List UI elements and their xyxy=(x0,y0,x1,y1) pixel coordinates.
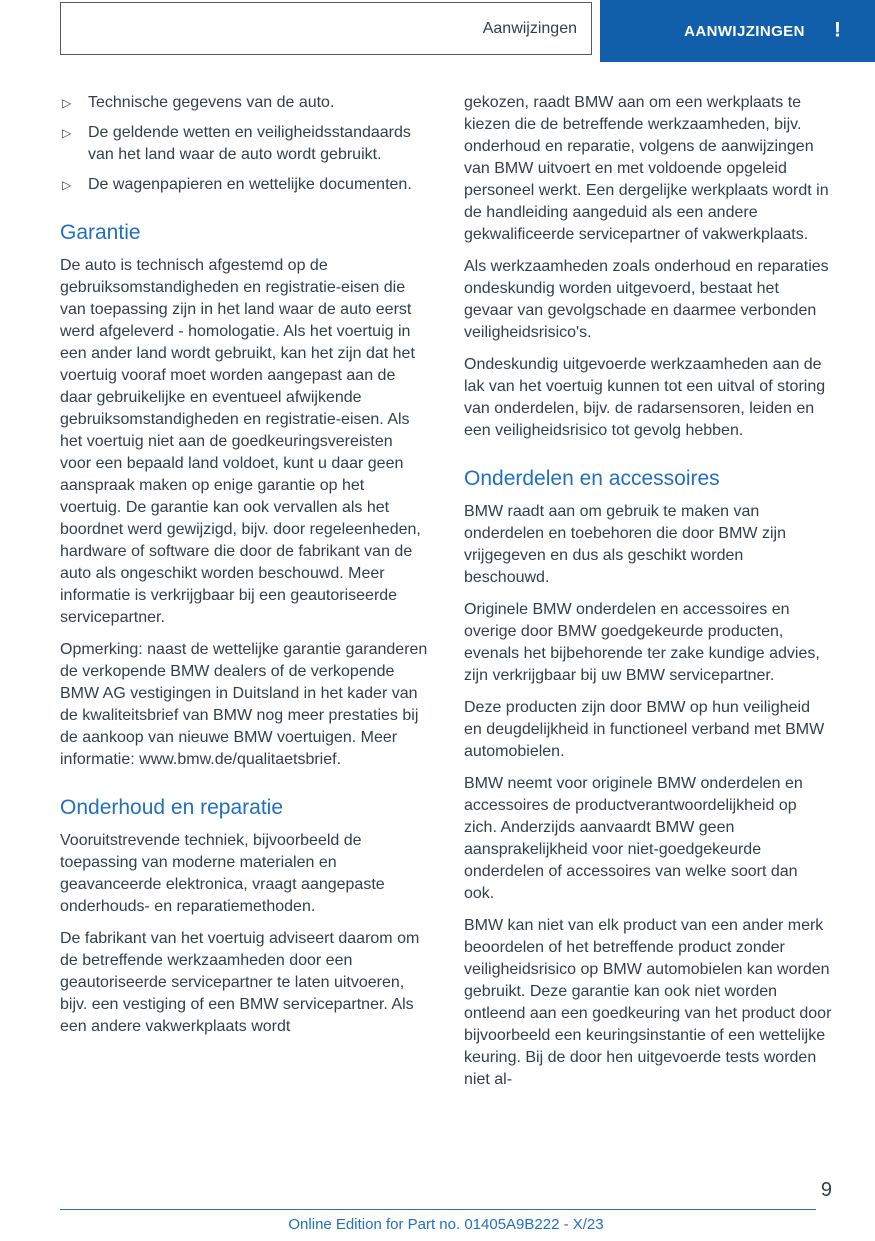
footer-rule xyxy=(60,1209,816,1210)
page-header xyxy=(0,0,875,62)
triangle-bullet-icon: ▷ xyxy=(62,126,72,140)
paragraph-onderhoud-1: Vooruitstrevende techniek, bijvoorbeeld de toepassing van moderne materialen en geavanceerde elektronica, vraagt aangepaste onderhouds- en reparatiemethoden. xyxy=(60,832,385,915)
bullet-text: De wagenpapieren en wettelijke documenten. xyxy=(88,176,412,193)
paragraph-onderhoud-4: Als werkzaamheden zoals onderhoud en reparaties ondeskundig worden uitgevoerd, bestaat het gevaar van gevolgschade en daarmee verbonden veiligheidsrisico's. xyxy=(464,258,829,341)
exclamation-icon: ! xyxy=(834,18,841,42)
bullet-text: De geldende wetten en veiligheidsstandaards van het land waar de auto wordt gebruikt. xyxy=(88,124,411,163)
paragraph-onderhoud-3: gekozen, raadt BMW aan om een werkplaats te kiezen die de betreffende werkzaamheden, bijv. onderhoud en reparatie, volgens de aanwijzingen van BMW uitvoert en met voldoende opgeleid personeel werkt. Een dergelijke werkplaats wordt in de handleiding aangeduid als een andere gekwalificeerde servicepartner of vakwerkplaats. xyxy=(464,94,829,243)
section-heading-onderhoud: Onderhoud en reparatie xyxy=(60,796,283,819)
header-context-label: Aanwijzingen xyxy=(482,19,577,37)
paragraph-onderdelen-5: BMW kan niet van elk product van een ander merk beoordelen of het betreffende product zonder veiligheidsrisico op BMW automobielen kan worden gebruikt. Deze garantie kan ook niet worden ontleend aan een goedkeuring van het product door bijvoorbeeld een keuringsinstantie of een wettelijke keuring. Bij de door hen uitgevoerde tests worden niet al- xyxy=(464,917,832,1088)
chapter-tab xyxy=(600,0,875,62)
header-context-box xyxy=(60,2,592,55)
chapter-tab-label: AANWIJZINGEN xyxy=(684,22,805,40)
triangle-bullet-icon: ▷ xyxy=(62,96,72,110)
footer-edition-text: Online Edition for Part no. 01405A9B222 - X/23 xyxy=(288,1216,604,1233)
paragraph-garantie-2: Opmerking: naast de wettelijke garantie garanderen de verkopende BMW dealers of de verkopende BMW AG vestigingen in Duitsland in het kader van de kwaliteitsbrief van BMW nog meer prestaties bij de aankoop van nieuwe BMW voertuigen. Meer informatie: www.bmw.de/qualitaetsbrief. xyxy=(60,641,428,768)
bullet-list xyxy=(60,92,428,196)
bullet-text: Technische gegevens van de auto. xyxy=(88,94,335,111)
section-heading-onderdelen: Onderdelen en accessoires xyxy=(464,467,720,490)
page-number: 9 xyxy=(820,1179,832,1201)
right-column xyxy=(464,92,832,1156)
bullet-item xyxy=(60,122,428,166)
section-heading-garantie: Garantie xyxy=(60,221,141,244)
triangle-bullet-icon: ▷ xyxy=(62,178,72,192)
paragraph-onderhoud-2: De fabrikant van het voertuig adviseert daarom om de betreffende werkzaamheden door een geautoriseerde servicepartner te laten uitvoeren, bijv. een vestiging of een BMW servicepartner. Als een andere vakwerkplaats wordt xyxy=(60,930,420,1035)
left-column xyxy=(60,92,428,1156)
bullet-item xyxy=(60,92,428,114)
page-content xyxy=(0,92,875,1156)
page-footer xyxy=(60,1179,832,1233)
paragraph-garantie-1: De auto is technisch afgestemd op de gebruiksomstandigheden en registratie-eisen die van toepassing zijn in het land waar de auto eerst werd afgeleverd - homologatie. Als het voertuig in een ander land wordt gebruikt, kan het zijn dat het voertuig vooraf moet worden aangepast aan de daar gebruikelijke en eventueel afwijkende gebruiksomstandigheden en registratie-eisen. Als het voertuig niet aan de goedkeuringsvereisten voor een bepaald land voldoet, kunt u daar geen aanspraak maken op enige garantie op het voertuig. De garantie kan ook vervallen als het boordnet werd gewijzigd, bijv. door regeleenheden, hardware of software die door de fabrikant van de auto als ongeschikt worden beschouwd. Meer informatie is verkrijgbaar bij een geautoriseerde servicepartner. xyxy=(60,257,421,626)
paragraph-onderdelen-2: Originele BMW onderdelen en accessoires en overige door BMW goedgekeurde producten, evenals het bijbehorende ter zake kundige advies, zijn verkrijgbaar bij uw BMW servicepartner. xyxy=(464,601,820,684)
paragraph-onderdelen-3: Deze producten zijn door BMW op hun veiligheid en deugdelijkheid in functioneel verband met BMW automobielen. xyxy=(464,699,825,760)
paragraph-onderdelen-4: BMW neemt voor originele BMW onderdelen en accessoires de productverantwoordelijkheid op zich. Anderzijds aanvaardt BMW geen aansprakelijkheid voor niet-goedgekeurde onderdelen of accessoires van welke soort dan ook. xyxy=(464,775,803,902)
bullet-item xyxy=(60,174,428,196)
paragraph-onderdelen-1: BMW raadt aan om gebruik te maken van onderdelen en toebehoren die door BMW zijn vrijgegeven en dus als geschikt worden beschouwd. xyxy=(464,503,786,586)
paragraph-onderhoud-5: Ondeskundig uitgevoerde werkzaamheden aan de lak van het voertuig kunnen tot een uitval of storing van onderdelen, bijv. de radarsensoren, leiden en een veiligheidsrisico tot gevolg hebben. xyxy=(464,356,826,439)
